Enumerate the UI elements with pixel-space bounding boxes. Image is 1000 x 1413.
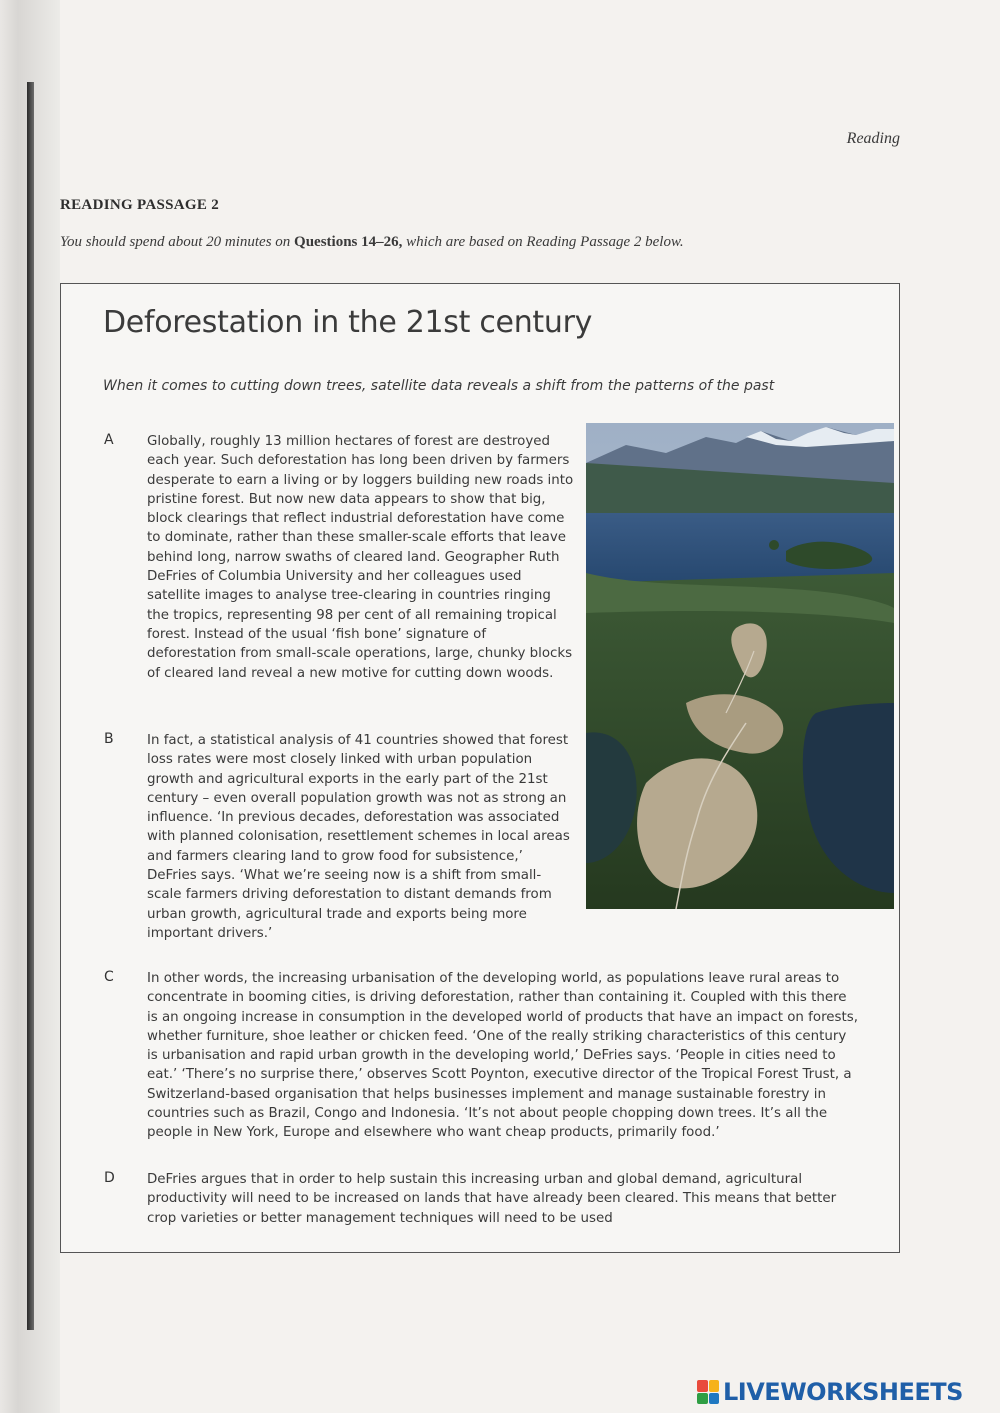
aerial-forest-photo — [586, 423, 894, 909]
article-subtitle: When it comes to cutting down trees, satellite data reveals a shift from the patterns of the past — [103, 378, 775, 394]
paragraph-letter-b: B — [104, 731, 114, 747]
instructions — [60, 234, 860, 251]
liveworksheets-logo-icon — [697, 1380, 719, 1404]
paragraph-c: In other words, the increasing urbanisation of the developing world, as populations leave rural areas to concentrate in booming cities, is driving deforestation, rather than containing it. Coupled with this there is an ongoing increase in consumption in the developed world of products that have an impact on forests, whether furniture, shoe leather or chicken feed. ‘One of the really striking characteristics of this century is urbanisation and rapid urban growth in the developing world,’ DeFries says. ‘People in cities need to eat.’ ‘There’s no surprise there,’ observes Scott Poynton, executive director of the Tropical Forest Trust, a Switzerland-based organisation that helps businesses implement and manage sustainable forestry in countries such as Brazil, Congo and Indonesia. ‘It’s not about people chopping down trees. It’s all the people in New York, Europe and elsewhere who want cheap products, primarily food.’ — [147, 971, 858, 1141]
instructions-prefix: You should spend about 20 minutes on — [60, 234, 295, 250]
instructions-questions: Questions 14–26, — [294, 234, 403, 250]
paragraph-d: DeFries argues that in order to help sustain this increasing urban and global demand, agricultural productivity will need to be increased on lands that have already been cleared. This means that better crop varieties or better management techniques will need to be used — [147, 1172, 837, 1226]
paragraph-letter-d: D — [104, 1170, 115, 1186]
paragraph-letter-a: A — [104, 432, 114, 448]
book-spine-edge — [27, 82, 34, 1330]
logo-square-red — [697, 1380, 708, 1392]
paragraph-letter-c: C — [104, 969, 114, 985]
logo-square-blue — [709, 1393, 720, 1405]
brand-text: LIVEWORKSHEETS — [723, 1378, 963, 1406]
paragraph-a: Globally, roughly 13 million hectares of forest are destroyed each year. Such deforestation has long been driven by farmers desperate to earn a living or by loggers building new roads into pristine forest. But now new data appears to show that big, block clearings that reflect industrial deforestation have come to dominate, rather than these smaller-scale efforts that leave behind long, narrow swaths of cleared land. Geographer Ruth DeFries of Columbia University and her colleagues used satellite images to analyse tree-clearing in countries ringing the tropics, representing 98 per cent of all remaining tropical forest. Instead of the usual ‘fish bone’ signature of deforestation from small-scale operations, large, chunky blocks of cleared land reveal a new motive for cutting down woods. — [147, 434, 574, 681]
passage-title: READING PASSAGE 2 — [60, 197, 220, 213]
paragraph-b: In fact, a statistical analysis of 41 countries showed that forest loss rates were most closely linked with urban population growth and agricultural exports in the early part of the 21st century – even overall population growth was not as strong an influence. ‘In previous decades, deforestation was associated with planned colonisation, resettlement schemes in local areas and farmers clearing land to grow food for subsistence,’ DeFries says. ‘What we’re seeing now is a shift from small-scale farmers driving deforestation to distant demands from urban growth, agricultural trade and exports being more important drivers.’ — [147, 733, 570, 941]
section-label: Reading — [846, 130, 900, 147]
article-title: Deforestation in the 21st century — [103, 305, 593, 340]
logo-square-yellow — [709, 1380, 720, 1392]
aerial-forest-icon — [586, 423, 894, 909]
instructions-suffix: which are based on Reading Passage 2 below. — [402, 234, 684, 250]
logo-square-green — [697, 1393, 708, 1405]
liveworksheets-brand[interactable] — [697, 1377, 993, 1407]
